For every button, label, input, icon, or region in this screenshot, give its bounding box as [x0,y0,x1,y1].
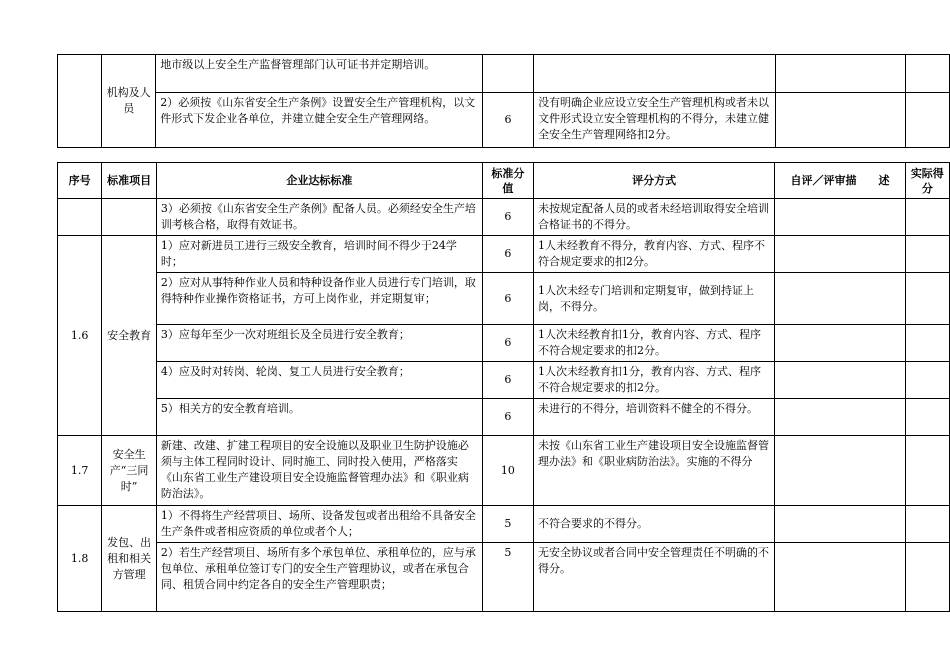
table-row [58,362,950,399]
item-cell: 安全教育 [102,236,157,436]
score-cell: 6 [482,325,533,362]
standard-cell: 2）必须按《山东省安全生产条例》设置安全生产管理机构，以文件形式下发企业各单位，并建立健全安全生产管理网络。 [156,93,483,148]
score-cell: 10 [482,436,533,506]
table-row [58,506,950,543]
score-cell [482,55,533,93]
method-cell: 1人未经教育不得分，教育内容、方式、程序不符合规定要求的扣2分。 [534,236,775,273]
method-cell: 未进行的不得分，培训资料不健全的不得分。 [534,399,775,436]
header-score: 标准分值 [482,163,533,199]
item-cell [102,199,157,236]
score-cell: 6 [482,236,533,273]
standard-cell: 4）应及时对转岗、轮岗、复工人员进行安全教育； [156,362,482,399]
score-cell: 5 [482,543,533,612]
table-row [58,55,950,93]
self-eval-cell [775,199,905,236]
actual-score-cell [905,273,949,325]
score-cell: 6 [482,93,533,148]
table-row [58,236,950,273]
item-cell: 机构及人员 [102,55,156,148]
self-eval-cell [775,55,905,93]
top-table [57,54,950,148]
method-cell: 未按《山东省工业生产建设项目安全设施监督管理办法》和《职业病防治法》。实施的不得分 [534,436,775,506]
table-row [58,436,950,506]
score-cell: 6 [482,273,533,325]
seq-cell: 1.6 [58,236,102,436]
standard-cell: 3）应每年至少一次对班组长及全员进行安全教育； [156,325,482,362]
header-actual: 实际得分 [905,163,949,199]
score-cell: 6 [482,362,533,399]
self-eval-cell [775,399,905,436]
actual-score-cell [905,399,949,436]
table-row [58,273,950,325]
self-eval-cell [775,362,905,399]
header-standard: 企业达标标准 [156,163,482,199]
main-table [57,162,950,612]
method-cell: 无安全协议或者合同中安全管理责任不明确的不得分。 [534,543,775,612]
score-cell: 5 [482,506,533,543]
table-row [58,93,950,148]
actual-score-cell [905,199,949,236]
table-row [58,399,950,436]
item-cell: 发包、出租和相关方管理 [102,506,157,612]
self-eval-cell [775,236,905,273]
method-cell: 1人次未经专门培训和定期复审，做到持证上岗，不得分。 [534,273,775,325]
seq-cell: 1.8 [58,506,102,612]
method-cell: 未按规定配备人员的或者未经培训取得安全培训合格证书的不得分。 [534,199,775,236]
standard-cell: 5）相关方的安全教育培训。 [156,399,482,436]
actual-score-cell [905,236,949,273]
standard-cell: 地市级以上安全生产监督管理部门认可证书并定期培训。 [156,55,483,93]
score-cell: 6 [482,199,533,236]
header-row [58,163,950,199]
standard-cell: 2）若生产经营项目、场所有多个承包单位、承租单位的，应与承包单位、承租单位签订专门的安全生产管理协议，或者在承包合同、租赁合同中约定各自的安全生产管理职责； [156,543,482,612]
table-row [58,543,950,612]
self-eval-cell [775,506,905,543]
seq-cell [58,199,102,236]
standard-cell: 2）应对从事特种作业人员和特种设备作业人员进行专门培训，取得特种作业操作资格证书，方可上岗作业，并定期复审； [156,273,482,325]
seq-cell: 1.7 [58,436,102,506]
self-eval-cell [775,543,905,612]
standard-cell: 1）不得将生产经营项目、场所、设备发包或者出租给不具备安全生产条件或者相应资质的单位或者个人； [156,506,482,543]
header-item: 标准项目 [102,163,157,199]
actual-score-cell [905,325,949,362]
item-cell: 安全生产“三同时” [102,436,157,506]
actual-score-cell [905,55,949,93]
actual-score-cell [905,93,949,148]
self-eval-cell [775,273,905,325]
actual-score-cell [905,362,949,399]
table-row [58,199,950,236]
method-cell: 1人次未经教育扣1分，教育内容、方式、程序不符合规定要求的扣2分。 [534,362,775,399]
self-eval-cell [775,325,905,362]
self-eval-cell [775,436,905,506]
standard-cell: 3）必须按《山东省安全生产条例》配备人员。必须经安全生产培训考核合格，取得有效证书。 [156,199,482,236]
standard-cell: 新建、改建、扩建工程项目的安全设施以及职业卫生防护设施必须与主体工程同时设计、同时施工、同时投入使用，严格落实《山东省工业生产建设项目安全设施监督管理办法》和《职业病防治法》。 [156,436,482,506]
actual-score-cell [905,543,949,612]
method-cell: 没有明确企业应设立安全生产管理机构或者未以文件形式设立安全管理机构的不得分，未建立健全安全生产管理网络扣2分。 [534,93,776,148]
self-eval-cell [775,93,905,148]
header-method: 评分方式 [534,163,775,199]
standard-cell: 1）应对新进员工进行三级安全教育，培训时间不得少于24学时； [156,236,482,273]
table-row [58,325,950,362]
header-seq: 序号 [58,163,102,199]
method-cell: 1人次未经教育扣1分，教育内容、方式、程序不符合规定要求的扣2分。 [534,325,775,362]
actual-score-cell [905,436,949,506]
seq-cell [58,55,102,148]
method-cell: 不符合要求的不得分。 [534,506,775,543]
score-cell: 6 [482,399,533,436]
header-self-eval: 自评／评审描 述 [775,163,905,199]
method-cell [534,55,776,93]
actual-score-cell [905,506,949,543]
